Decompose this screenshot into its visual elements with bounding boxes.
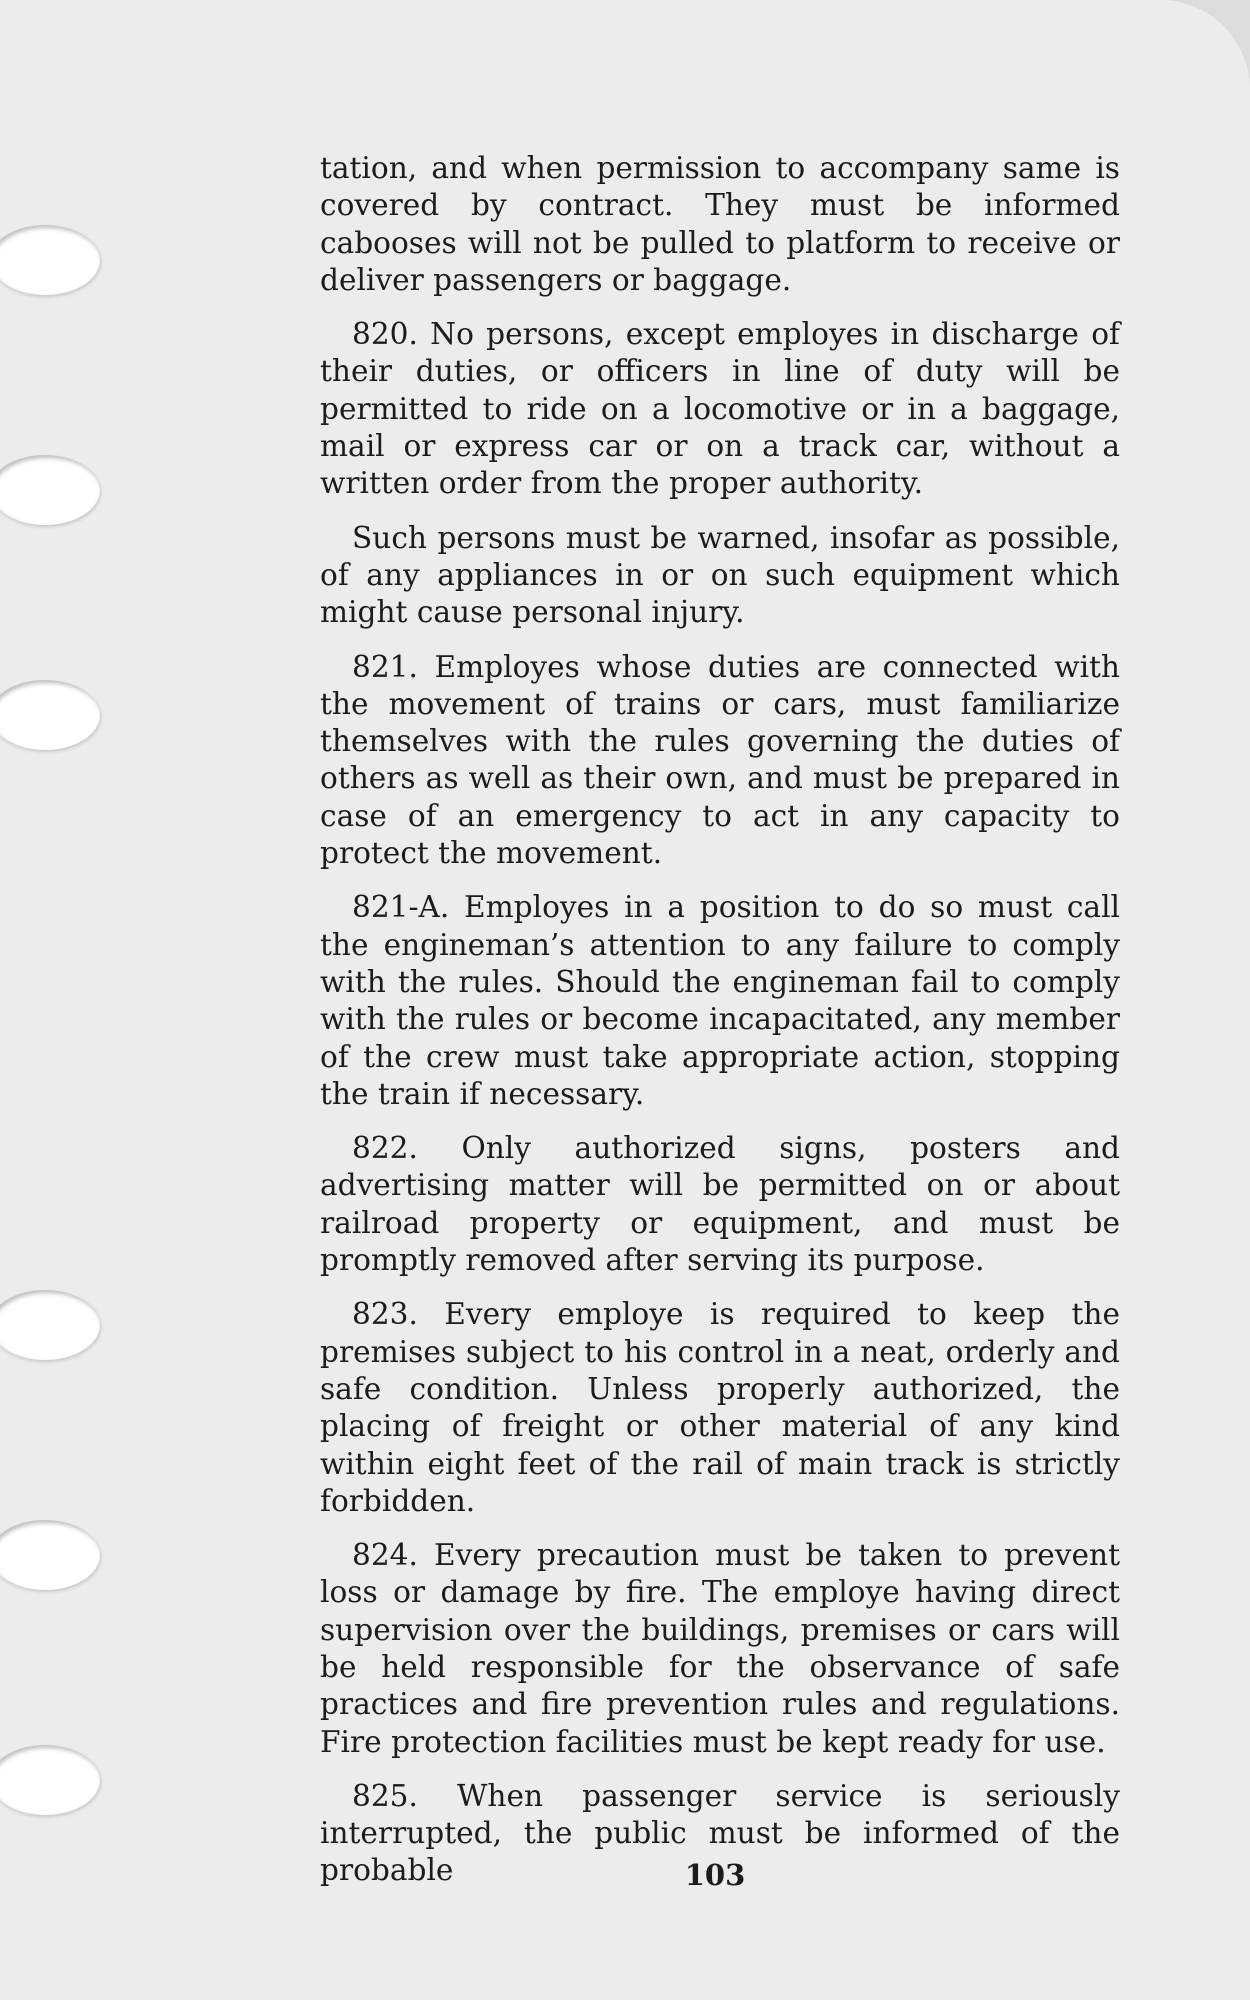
binder-hole: [0, 1745, 100, 1815]
body-text: [320, 150, 1120, 1907]
binder-hole: [0, 225, 100, 295]
binder-hole: [0, 1290, 100, 1360]
rule-822: 822. Only authorized signs, posters and advertising matter will be permitted on or about railroad property or equipment, and must be promptly removed after serving its purpose.: [320, 1131, 1120, 1278]
rule-825: 825. When passenger service is seriously interrupted, the public must be informed of the probable: [320, 1778, 1120, 1888]
page-number: 103: [684, 1858, 746, 1892]
binder-hole: [0, 680, 100, 750]
rule-821: 821. Employes whose duties are connected with the movement of trains or cars, must familiarize themselves with the rules governing the duties of others as well as their own, and must be prepared in case of an emergency to act in any capacity to protect the movement.: [320, 649, 1120, 871]
binder-hole: [0, 1520, 100, 1590]
rule-824: 824. Every precaution must be taken to prevent loss or damage by fire. The employe having direct supervision over the buildings, premises or cars will be held responsible for the observance of safe practices and fire prevention rules and regulations. Fire protection facilities must be kept ready for use.: [320, 1538, 1120, 1759]
rule-820: 820. No persons, except employes in discharge of their duties, or officers in line of duty will be permitted to ride on a locomotive or in a baggage, mail or express car or on a track car, without a written order from the proper authority.: [320, 317, 1120, 501]
rule-823: 823. Every employe is required to keep the premises subject to his control in a neat, orderly and safe condition. Unless properly authorized, the placing of freight or other material of any kind within eight feet of the rail of main track is strictly forbidden.: [320, 1297, 1120, 1518]
binder-hole: [0, 455, 100, 525]
paragraph-continuation: tation, and when permission to accompany same is covered by contract. They must be informed cabooses will not be pulled to platform to receive or deliver passengers or baggage.: [320, 151, 1120, 297]
rule-820-note: Such persons must be warned, insofar as possible, of any appliances in or on such equipment which might cause personal injury.: [320, 520, 1120, 630]
rule-821a: 821-A. Employes in a position to do so must call the engineman’s attention to any failure to comply with the rules. Should the engineman fail to comply with the rules or become incapacitated, any member of the crew must take appropriate action, stopping the train if necessary.: [320, 890, 1120, 1111]
